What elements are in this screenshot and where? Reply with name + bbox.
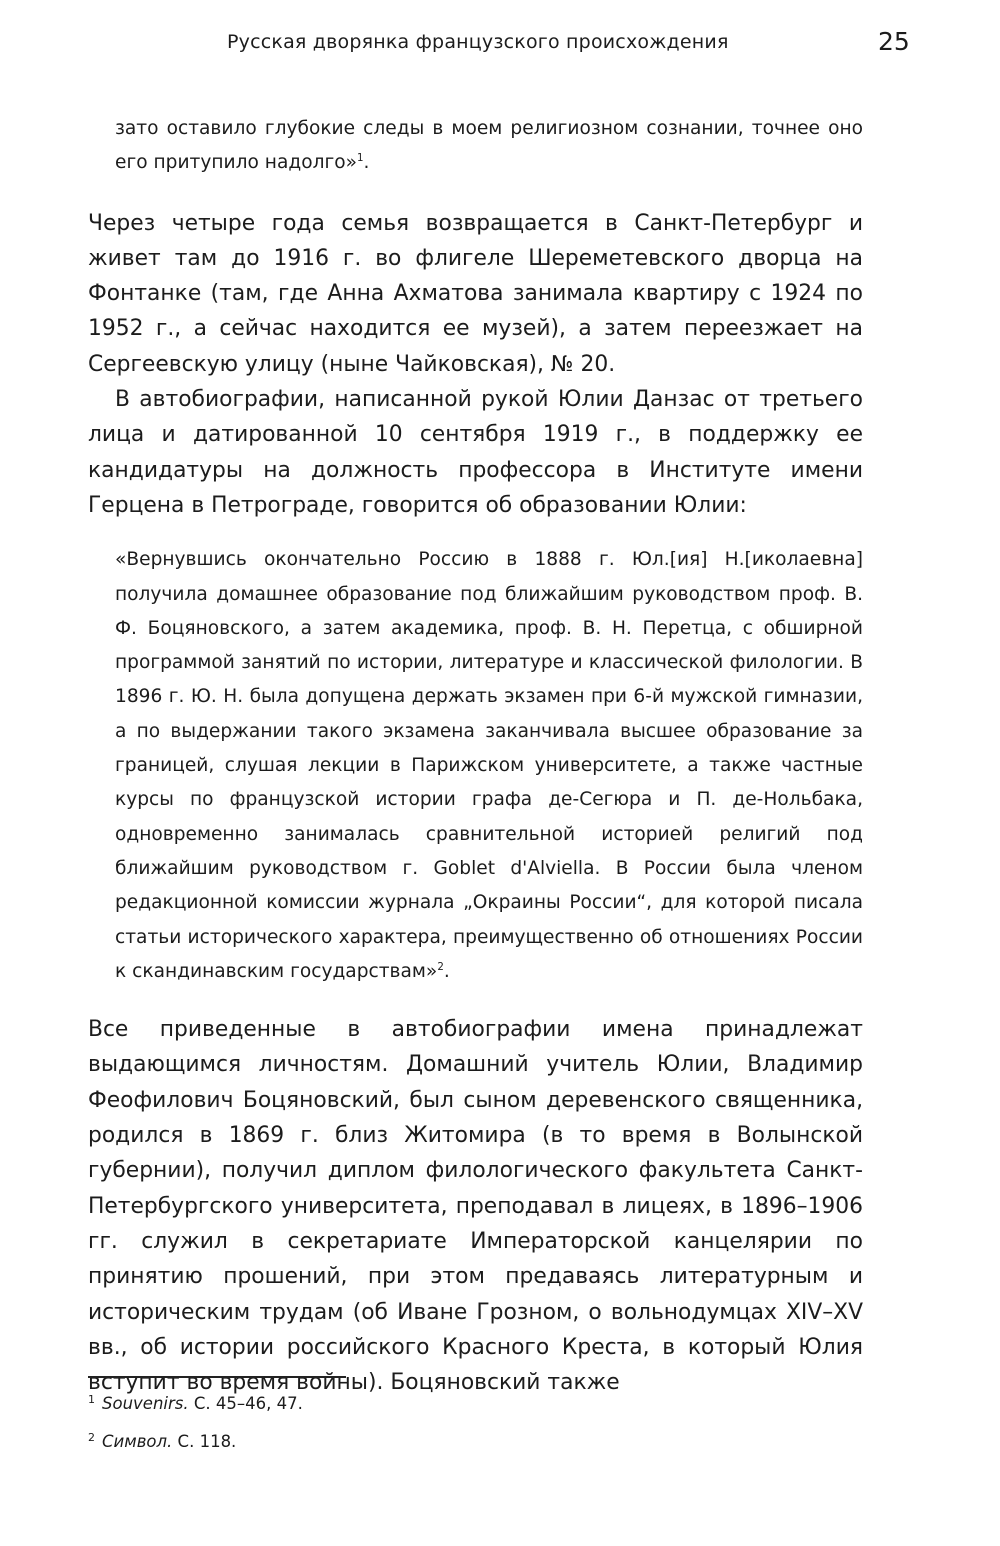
footnote: 1 Souvenirs. С. 45–46, 47.: [88, 1392, 303, 1413]
footnote-pages: С. 118.: [172, 1432, 237, 1451]
page-number: 25: [878, 27, 910, 56]
footnote-source-title: Souvenirs.: [102, 1394, 189, 1413]
footnote-ref-1: 1: [356, 153, 364, 165]
footnote-pages: С. 45–46, 47.: [188, 1394, 303, 1413]
running-title: Русская дворянка французского происхождения: [227, 31, 729, 53]
page-header: [0, 0, 1000, 70]
paragraph: В автобиографии, написанной рукой Юлии Данзас от третьего лица и датированной 10 сентября 1919 г., в поддержку ее кандидатуры на должность профессора в Институте имени Герцена в Петрограде, говорится об образовании Юлии:: [88, 387, 863, 518]
quote-continuation: зато оставило глубокие следы в моем религиозном сознании, точнее оно его притупило надолго»$^1$.: [115, 118, 863, 174]
paragraph: Через четыре года семья возвращается в Санкт-Петербург и живет там до 1916 г. во флигеле Шереметевского дворца на Фонтанке (там, где Анна Ахматова занимала квартиру с 1924 по 1952 г., а сейчас находится ее музей), а затем переезжает на Сергеевскую улицу (ныне Чайковская), № 20.: [88, 210, 863, 377]
footnote: 2 Символ. С. 118.: [88, 1430, 237, 1451]
block-quote: «Вернувшись окончательно Россию в 1888 г. Юл.[ия] Н.[иколаевна] получила домашнее образование под ближайшим руководством проф. В. Ф. Боцяновского, а затем академика, проф. В. Н. Перетца, с обширной программой занятий по истории, литературе и классической филологии. В 1896 г. Ю. Н. была допущена держать экзамен при 6-й мужской гимназии, а по выдержании такого экзамена заканчивала высшее образование за границей, слушая лекции в Парижском университете, а также частные курсы по французской истории графа де-Сегюра и П. де-Нольбака, одновременно занималась сравнительной историей религий под ближайшим руководством г. Goblet d'Alviella. В России была членом редакционной комиссии журнала „Окраины России“, для которой писала статьи исторического характера, преимущественно об отношениях России к скандинавским государствам»$^2$.: [115, 549, 863, 982]
footnote-ref-2: 2: [437, 961, 444, 973]
footnotes: [88, 1393, 788, 1469]
footnote-source-title: Символ.: [102, 1432, 173, 1451]
body-text: [88, 112, 863, 1400]
paragraph: Все приведенные в автобиографии имена принадлежат выдающимся личностям. Домашний учитель Юлии, Владимир Феофилович Боцяновский, был сыном деревенского священника, родился в 1869 г. близ Житомира (в то время в Волынской губернии), получил диплом филологического факультета Санкт-Петербургского университета, преподавал в лицеях, в 1896–1906 гг. служил в секретариате Императорской канцелярии по принятию прошений, при этом предаваясь литературным и историческим трудам (об Иване Грозном, о вольнодумцах XIV–XV вв., об истории российского Красного Креста, в который Юлия вступит во время войны). Боцяновский также: [88, 1017, 863, 1396]
footnote-divider: [88, 1376, 346, 1378]
